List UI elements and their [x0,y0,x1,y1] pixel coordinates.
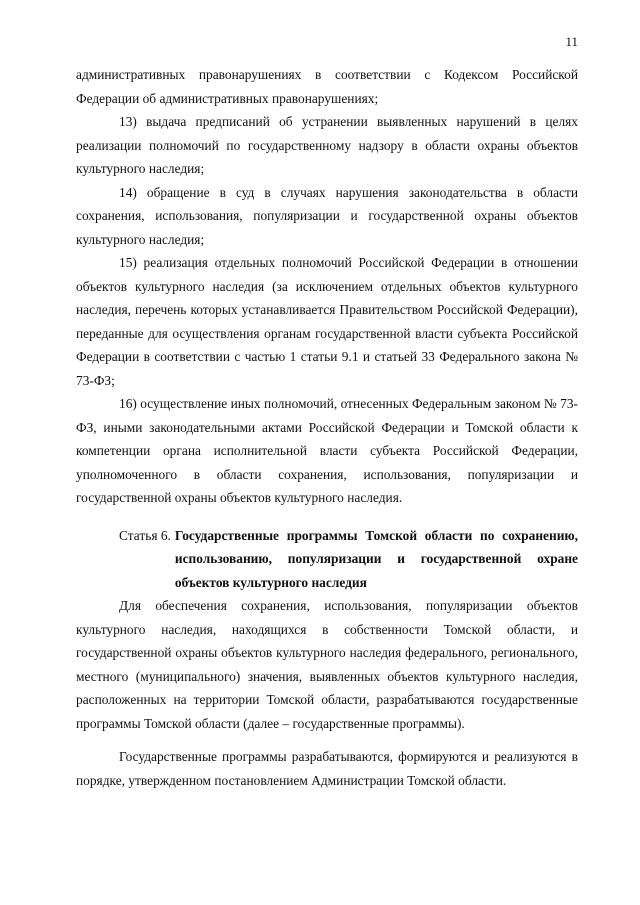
document-body [76,63,578,792]
page-number: 11 [565,34,578,49]
article-heading [119,524,578,595]
paragraph-continuation: административных правонарушениях в соответствии с Кодексом Российской Федерации об административных правонарушениях; [76,67,578,106]
article-title: Государственные программы Томской области по сохранению, использованию, популяризации и государственной охране объектов культурного наследия [174,527,578,590]
paragraph-article-body-2: Государственные программы разрабатываются, формируются и реализуются в порядке, утвержденном постановлением Администрации Томской области. [76,749,578,788]
paragraph-item-15: 15) реализация отдельных полномочий Российской Федерации в отношении объектов культурного наследия (за исключением отдельных объектов культурного наследия, перечень которых устанавливается Правительством Российской Федерации), переданные для осуществления органам государственной власти субъекта Российской Федерации в соответствии с частью 1 статьи 9.1 и статьей 33 Федерального закона № 73-ФЗ; [76,255,578,388]
paragraph-item-14: 14) обращение в суд в случаях нарушения законодательства в области сохранения, использования, популяризации и государственной охраны объектов культурного наследия; [76,184,578,247]
article-label: Статья 6. [119,527,171,543]
paragraph-item-13: 13) выдача предписаний об устранении выявленных нарушений в целях реализации полномочий по государственному надзору в области охраны объектов культурного наследия; [76,114,578,176]
paragraph-item-16: 16) осуществление иных полномочий, отнесенных Федеральным законом № 73-ФЗ, иными законодательными актами Российской Федерации и Томской области к компетенции органа исполнительной власти субъекта Российской Федерации, уполномоченного в области сохранения, использования, популяризации и государственной охраны объектов культурного наследия. [76,396,578,505]
paragraph-article-body-1: Для обеспечения сохранения, использования, популяризации объектов культурного наследия, находящихся в собственности Томской области, и государственной охраны объектов культурного наследия федерального, регионального, местного (муниципального) значения, выявленных объектов культурного наследия, расположенных на территории Томской области, разрабатываются государственные программы Томской области (далее – государственные программы). [76,598,578,731]
